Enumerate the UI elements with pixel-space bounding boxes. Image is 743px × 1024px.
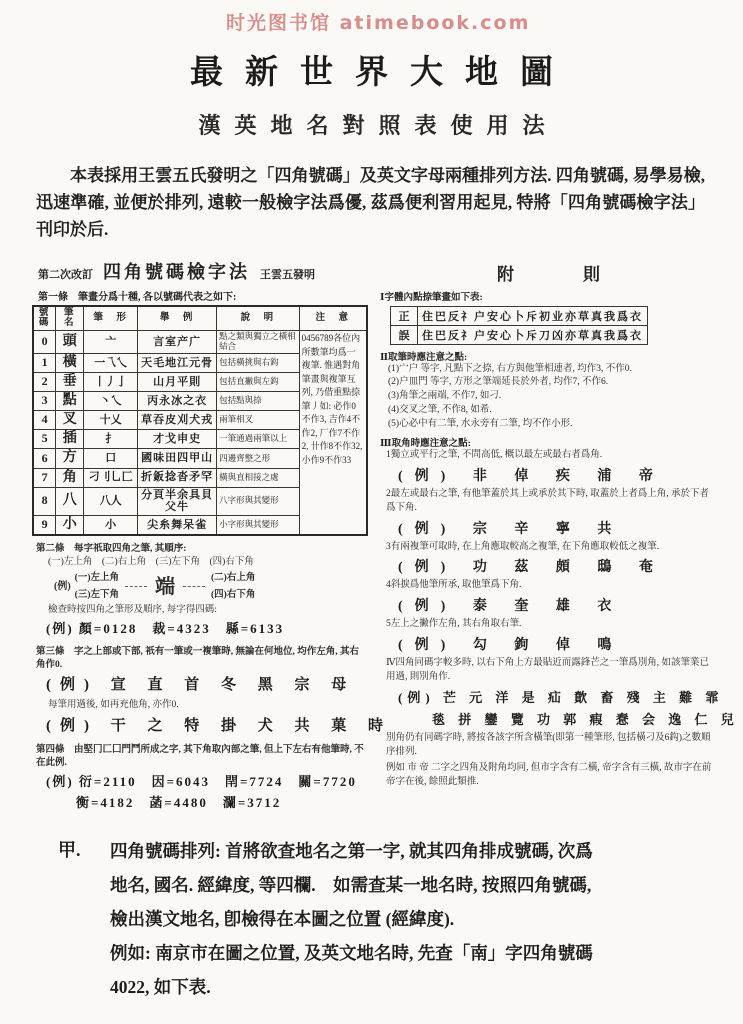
rule3-example-1: (例) 宣 直 首 冬 黑 宗 母	[46, 677, 356, 694]
cell-name: 角	[56, 468, 84, 487]
rule3-note: 每筆用過後, 如再充他角, 亦作0.	[48, 700, 179, 711]
two-column-body	[32, 258, 739, 816]
cell-description: 包括點與捺	[217, 392, 300, 411]
row-chars-correct: 住巴反礻户安心卜斥初业亦草真我爲衣	[418, 306, 648, 325]
usage-instructions	[58, 834, 703, 1005]
cell-description: 兩筆相叉	[217, 411, 300, 430]
diagram-top-left: (一)左上角	[74, 572, 119, 583]
s3-example-4: (例) 泰 奎 雄 衣	[398, 599, 624, 615]
cell-shape: 刁刂乚匚	[84, 468, 138, 487]
site-watermark: 时光图书馆 atimebook.com	[226, 12, 531, 34]
page-title: 最新世界大地圖	[190, 55, 575, 91]
s3-rule-3: 3有兩複筆可取時, 在上角應取較高之複筆, 在下角應取較低之複筆.	[386, 541, 660, 552]
cell-description: 八字形與其變形	[217, 487, 300, 515]
col-header-code: 號碼	[33, 306, 56, 331]
appendix-s3-heading: Ⅲ取角時應注意之點:	[380, 439, 471, 450]
row-label-correct: 正	[391, 306, 418, 325]
diagram-connector	[183, 586, 205, 587]
rule3-heading: 第三條 字之上部或下部, 祇有一筆或一複筆時, 無論在何地位, 均作左角, 其右角作0.	[36, 646, 360, 670]
s3-example-1: (例) 非 倬 疾 浦 帝	[398, 469, 665, 485]
diagram-right-labels	[211, 572, 255, 603]
rule4-heading: 第四條 由堅冂匚囗門鬥所成之字, 其下角取內部之筆, 但上下左右有他筆時, 不在此例.	[36, 744, 364, 768]
cell-examples: 言室产广	[138, 331, 217, 354]
cell-examples: 國味田四甲山	[138, 449, 217, 468]
col-header-shape: 筆 形	[84, 306, 138, 331]
rule2-example: (例) 顏=0128 裁=4323 縣=6133	[46, 621, 285, 637]
cell-examples: 尖糸舞呆雀	[138, 515, 217, 535]
row-label-wrong: 誤	[391, 325, 418, 344]
rule2-heading: 第二條 每字祇取四角之筆, 其順序:	[36, 543, 187, 554]
s2-item-4: (4)交叉之筆, 不作8, 如希.	[388, 404, 492, 415]
instruction-line: 檢出漢文地名, 卽檢得在本圖之位置 (經緯度).	[110, 908, 455, 929]
cell-shape: 八人	[84, 487, 138, 515]
s3-example-3: (例) 功 茲 頗 鴟 奄	[398, 560, 665, 576]
cell-code: 2	[33, 373, 56, 392]
appendix-tail-2: 例如 市 帝 二字之四角及附角均同, 但市字含有二橫, 帝字含有三橫, 故市字在前帝字在後, 餘照此類推.	[386, 763, 712, 788]
example-label: (例)	[54, 580, 71, 592]
appendix-s2-heading: Ⅱ取筆時應注意之點:	[380, 352, 468, 363]
s3-rule-2: 2最左或最右之筆, 有他筆蓋於其上或承於其下時, 取蓋於上者爲上角, 承於下者爲下角.	[386, 489, 710, 513]
s4-example-2: 毯 拼 鑾 覽 功 郭 瘕 惷 会 逸 仁 兒	[432, 711, 739, 727]
cell-description: 橫與直相接之處	[217, 468, 300, 487]
col-header-caution: 注 意	[299, 306, 367, 331]
s3-example-5: (例) 勾 鉤 倬 鳴	[398, 637, 624, 653]
s2-item-3: (3)角筆之兩端, 不作7, 如刁.	[388, 391, 502, 402]
s2-item-5: (5)心必中有二筆, 水永旁有二筆, 均不作小形.	[388, 418, 573, 429]
right-column	[380, 258, 739, 816]
page-subtitle: 漢英地名對照表使用法	[198, 113, 559, 138]
diagram-bottom-right: (四)右下角	[211, 589, 256, 600]
cell-code: 1	[33, 353, 56, 372]
rule2-note: 檢查時按四角之筆形及順序, 每字得四碼:	[48, 605, 217, 616]
cell-examples: 折鈑捻沓矛罕	[138, 468, 217, 487]
table-header-row	[33, 306, 367, 331]
diagram-connector	[125, 586, 147, 587]
rule1-intro: 第一條 筆畫分爲十種, 各以號碼代表之如下:	[38, 291, 237, 303]
cell-code: 0	[33, 331, 56, 354]
cell-name: 八	[56, 487, 84, 515]
appendix-s4-heading: Ⅳ四角同碼字較多時, 以右下角上方最貼近而露鋒芒之一筆爲別角, 如該筆業已用過, 則別角作.	[386, 657, 709, 682]
cell-name: 插	[56, 430, 84, 449]
cell-shape: 扌	[84, 430, 138, 449]
cell-shape: 十乂	[84, 411, 138, 430]
cell-name: 叉	[56, 411, 84, 430]
cell-description: 包括直撇與左鈎	[217, 373, 300, 392]
cell-code: 8	[33, 487, 56, 515]
s2-item-1: (1)宀户 等字, 凡點下之捺, 右方與他筆相連者, 均作3, 不作0.	[388, 363, 632, 374]
cell-examples: 分頁半余具貝父牛	[138, 487, 217, 515]
s2-item-2: (2)户皿門 等字, 方形之筆端延長於外者, 均作7, 不作6.	[388, 377, 609, 388]
method-header	[38, 258, 368, 284]
intro-paragraph: 本表採用王雲五氏發明之「四角號碼」及英文字母兩種排列方法. 四角號碼, 易學易檢, 迅速準確, 並便於排列, 遠較一般檢字法爲優, 茲爲便利習用起見, 特將「四角號碼檢字法」刊印於后.	[36, 166, 705, 240]
table-row	[391, 325, 648, 344]
instruction-line: 例如: 南京市在圖之位置, 及英文地名時, 先查「南」字四角號碼	[110, 942, 593, 963]
cell-code: 9	[33, 515, 56, 535]
table-row	[391, 306, 648, 325]
instruction-lines	[110, 834, 703, 1005]
correct-wrong-table	[390, 306, 648, 345]
cell-name: 小	[56, 515, 84, 535]
rule4-section	[32, 744, 368, 813]
cell-name: 垂	[56, 373, 84, 392]
stroke-code-table	[32, 305, 368, 536]
diagram-top-right: (二)右上角	[211, 572, 256, 583]
diagram-bottom-left: (三)左下角	[74, 589, 119, 600]
cell-description: 一筆通過兩筆以上	[217, 430, 300, 449]
cell-examples: 丙永冰之衣	[138, 392, 217, 411]
cell-shape: 小	[84, 515, 138, 535]
cell-caution-merged: 0456789各位內所數筆均爲一複筆. 惟遇對角筆畫與複筆互列, 乃借重點捺筆丿如: 必作0不作3, 吉作4不作2, 厂作7不作2, 卄作8不作32, 小作9不作33	[299, 331, 367, 535]
s3-rule-5: 5左上之撇作左角, 其右角取右筆.	[386, 619, 522, 630]
rule3-example-2: (例) 干 之 特 掛 犬 共 菓 時	[46, 717, 392, 734]
instruction-line: 4022, 如下表.	[110, 977, 211, 997]
cell-examples: 才戈申史	[138, 430, 217, 449]
appendix-tail-1: 別角仍有同碼字時, 將按各該字所含橫筆(即第一種筆形, 包括橫刁及6鈎)之數順序排列.	[386, 732, 711, 757]
left-column	[32, 258, 392, 816]
cell-examples: 山月平則	[138, 373, 217, 392]
cell-name: 點	[56, 392, 84, 411]
cell-code: 4	[33, 411, 56, 430]
rule4-example-2: 衡=4182 菡=4480 瀾=3712	[76, 795, 282, 811]
row-chars-wrong: 住巴反礻户安心卜斥刀凶亦草真我爲衣	[418, 325, 648, 344]
section-label: 甲.	[58, 839, 81, 860]
cell-examples: 草吞皮刈犬戎	[138, 411, 217, 430]
cell-description: 四邊齊整之形	[217, 449, 300, 468]
s3-rule-4: 4斜捩爲他筆所承, 取他筆爲下角.	[386, 580, 522, 591]
cell-name: 橫	[56, 353, 84, 372]
cell-description: 點之類與獨立之橫相結合	[217, 331, 300, 354]
cell-code: 6	[33, 449, 56, 468]
method-title: 四角號碼檢字法	[103, 261, 250, 282]
col-header-examples: 舉 例	[138, 306, 217, 331]
s3-rule-1: 1獨立或平行之筆, 不問高低, 概以最左或最右者爲角.	[386, 450, 603, 461]
cell-shape: 丶乀	[84, 392, 138, 411]
cell-shape: 口	[84, 449, 138, 468]
corner-diagram	[54, 572, 368, 603]
appendix-s1-heading: Ⅰ字體內點捺筆畫如下表:	[380, 292, 483, 303]
rule3-section	[32, 646, 392, 737]
cell-shape: 亠	[84, 331, 138, 354]
instruction-line: 地名, 國名. 經緯度, 等四欄. 如需查某一地名時, 按照四角號碼,	[110, 874, 592, 895]
cell-shape: 一乁乀	[84, 353, 138, 372]
diagram-center-char: 端	[155, 575, 175, 598]
cell-code: 5	[33, 430, 56, 449]
cell-description: 小字形與其變形	[217, 515, 300, 535]
cell-description: 包括橫挑與右鈎	[217, 353, 300, 372]
diagram-left-labels	[75, 572, 119, 603]
col-header-name: 筆名	[56, 306, 84, 331]
cell-name: 頭	[56, 331, 84, 354]
rule4-example-1: (例) 衍=2110 因=6043 閈=7724 關=7720	[46, 774, 357, 790]
rule2-section	[32, 543, 368, 639]
cell-name: 方	[56, 449, 84, 468]
inventor-note: 王雲五發明	[260, 268, 315, 281]
appendix-title: 附 則	[497, 264, 626, 284]
s3-example-2: (例) 宗 辛 寧 共	[398, 521, 624, 537]
cell-code: 3	[33, 392, 56, 411]
instruction-line: 四角號碼排列: 首將欲查地名之第一字, 就其四角排成號碼, 次爲	[110, 840, 593, 861]
table-row	[33, 331, 367, 354]
s4-example-1: (例) 芒 元 洋 是 疝 歕 畜 殘 主 難 霏	[398, 689, 724, 705]
edition-note: 第二次改訂	[38, 268, 93, 281]
rule2-corner-order: (一)左上角 (二)右上角 (三)左下角 (四)右下角	[48, 557, 254, 568]
cell-shape: 丨丿亅	[84, 373, 138, 392]
col-header-description: 說 明	[217, 306, 300, 331]
cell-examples: 天毛地江元骨	[138, 353, 217, 372]
cell-code: 7	[33, 468, 56, 487]
